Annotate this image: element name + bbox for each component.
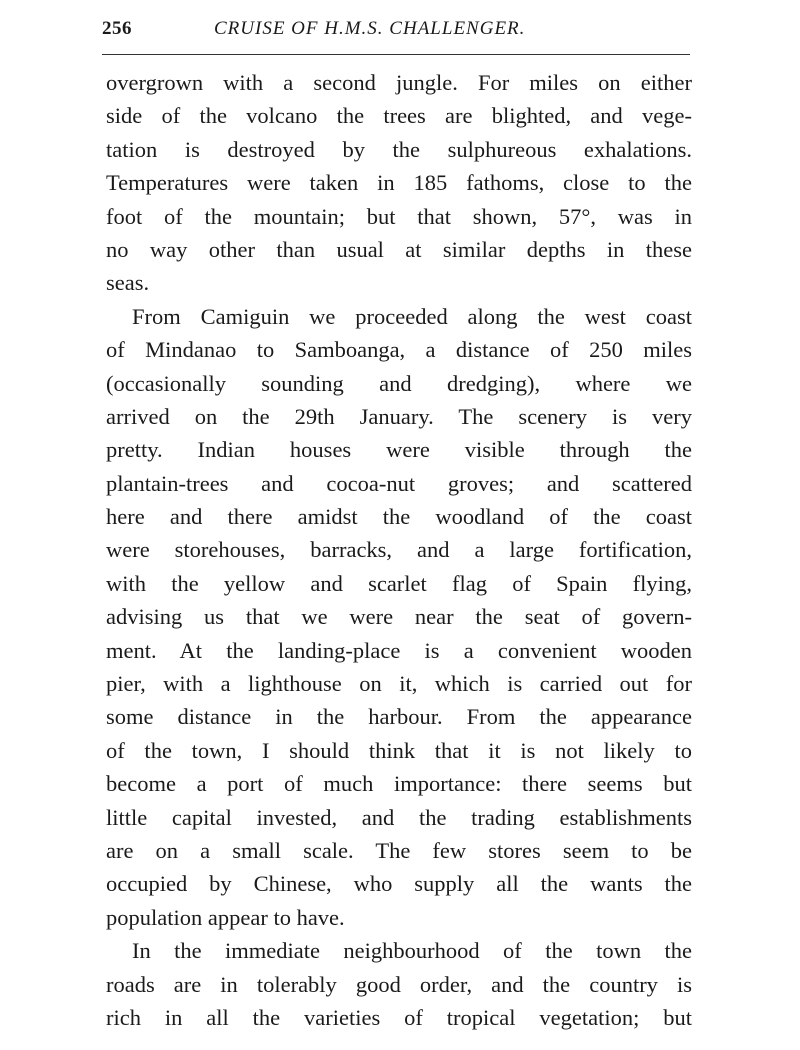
text-line: seas.	[106, 270, 150, 296]
page-header	[102, 14, 692, 54]
text-line: with the yellow and scarlet flag of Spain flying,	[106, 570, 692, 596]
text-line: (occasionally sounding and dredging), where we	[106, 370, 692, 396]
text-line: are on a small scale. The few stores seem to be	[106, 837, 692, 863]
text-line: population appear to have.	[106, 904, 345, 930]
text-line: tation is destroyed by the sulphureous exhalations.	[106, 136, 692, 162]
text-line: rich in all the varieties of tropical vegetation; but	[106, 1004, 692, 1030]
paragraph-start-line: From Camiguin we proceeded along the west coast	[132, 303, 692, 329]
running-title: CRUISE OF H.M.S. CHALLENGER.	[214, 18, 526, 39]
text-line: pier, with a lighthouse on it, which is carried out for	[106, 671, 692, 697]
text-line: little capital invested, and the trading establishments	[106, 804, 692, 830]
text-line: were storehouses, barracks, and a large fortification,	[106, 537, 692, 563]
text-line: advising us that we were near the seat of govern-	[106, 604, 692, 630]
text-line: overgrown with a second jungle. For miles on either	[106, 70, 692, 95]
text-line: foot of the mountain; but that shown, 57°, was in	[106, 203, 692, 229]
text-line: of Mindanao to Samboanga, a distance of 250 miles	[106, 337, 692, 363]
body-text	[106, 66, 692, 1034]
paragraph-start-line: In the immediate neighbourhood of the town the	[132, 938, 692, 964]
text-line: some distance in the harbour. From the appearance	[106, 704, 692, 730]
text-line: roads are in tolerably good order, and the country is	[106, 971, 692, 997]
header-rule	[102, 54, 690, 55]
text-line: side of the volcano the trees are blighted, and vege-	[106, 103, 692, 129]
text-line: arrived on the 29th January. The scenery is very	[106, 403, 692, 429]
text-line: plantain-trees and cocoa-nut groves; and scattered	[106, 470, 692, 496]
text-line: no way other than usual at similar depths in these	[106, 236, 692, 262]
text-line: here and there amidst the woodland of the coast	[106, 504, 692, 530]
text-line: become a port of much importance: there seems but	[106, 771, 692, 797]
text-line: of the town, I should think that it is not likely to	[106, 737, 692, 763]
text-line: occupied by Chinese, who supply all the wants the	[106, 871, 692, 897]
page-number: 256	[102, 18, 132, 39]
text-line: Temperatures were taken in 185 fathoms, close to the	[106, 170, 692, 196]
text-line: ment. At the landing-place is a convenient wooden	[106, 637, 692, 663]
text-line: pretty. Indian houses were visible through the	[106, 437, 692, 463]
